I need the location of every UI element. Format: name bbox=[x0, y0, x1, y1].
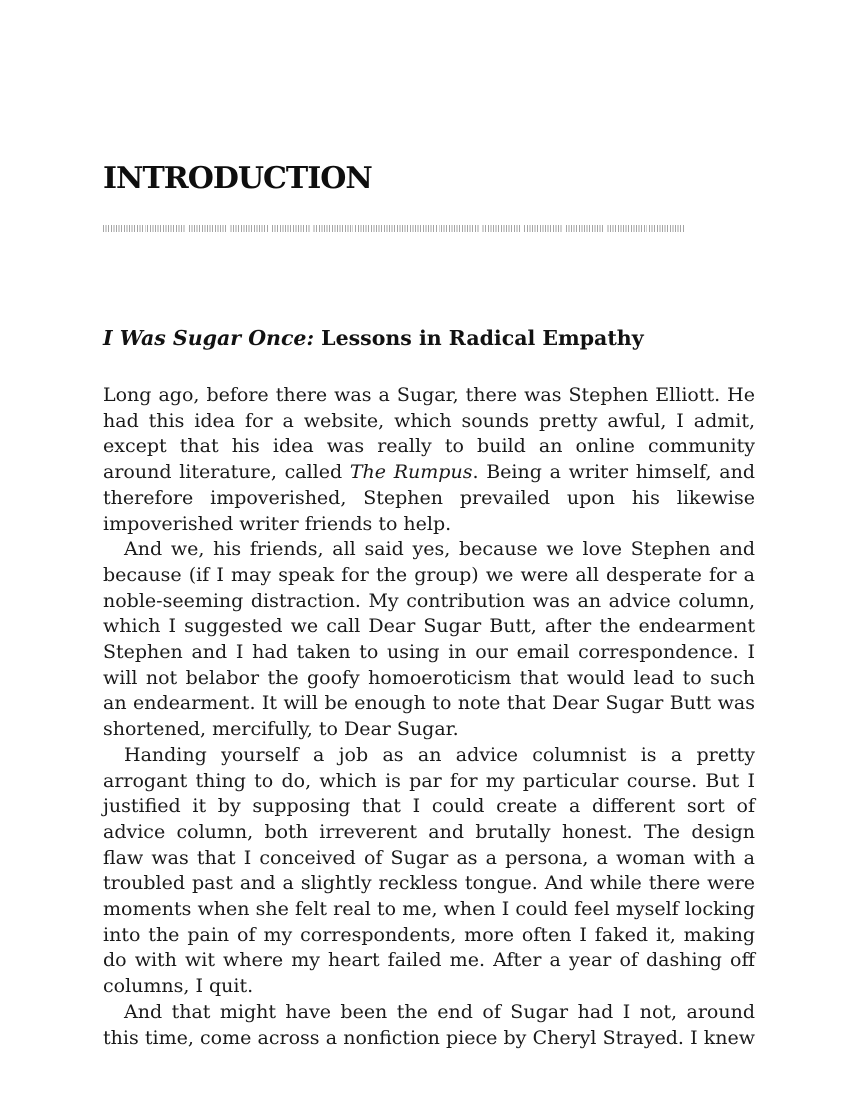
decorative-tick-rule bbox=[103, 225, 685, 232]
text-run: And we, his friends, all said yes, because we love Stephen and because (if I may speak for the group) we were all desperate for a noble-seeming distraction. My contribution was an advice column, which I suggested we call Dear Sugar Butt, after the endearment Stephen and I had taken to using in our email correspondence. I will not belabor the goofy homoeroticism that would lead to such an endearment. It will be enough to note that Dear Sugar Butt was shortened, mercifully, to Dear Sugar. bbox=[103, 538, 755, 741]
text-run: Long ago, before there was a Sugar, there was Stephen Elliott. He had this idea for a website, which sounds pretty awful, I admit, except that his idea was really to build an online community around literature, called bbox=[103, 384, 755, 484]
paragraph bbox=[103, 383, 755, 537]
text-run: Handing yourself a job as an advice columnist is a pretty arrogant thing to do, which is par for my particular course. But I justified it by supposing that I could create a different sort of advice column, both irreverent and brutally honest. The design flaw was that I conceived of Sugar as a persona, a woman with a troubled past and a slightly reckless tongue. And while there were moments when she felt real to me, when I could feel myself locking into the pain of my correspondents, more often I faked it, making do with wit where my heart failed me. After a year of dashing off columns, I quit. bbox=[103, 743, 755, 998]
italic-text-run: The Rumpus bbox=[349, 461, 473, 484]
text-run: And that might have been the end of Sugar had I not, around this time, come across a nonfiction piece by Cheryl Strayed. I knew bbox=[103, 1000, 755, 1049]
paragraph bbox=[103, 1000, 755, 1051]
paragraph bbox=[103, 537, 755, 743]
paragraph bbox=[103, 743, 755, 1000]
chapter-title: INTRODUCTION bbox=[103, 161, 372, 196]
section-heading-italic-part: I Was Sugar Once: bbox=[103, 326, 315, 350]
section-heading-bold-part: Lessons in Radical Empathy bbox=[314, 326, 644, 350]
body-text bbox=[103, 383, 755, 1051]
text-run: . Being a writer himself, and therefore impoverished, Stephen prevailed upon his likewise impoverished writer friends to help. bbox=[103, 461, 756, 535]
section-heading bbox=[103, 326, 755, 350]
